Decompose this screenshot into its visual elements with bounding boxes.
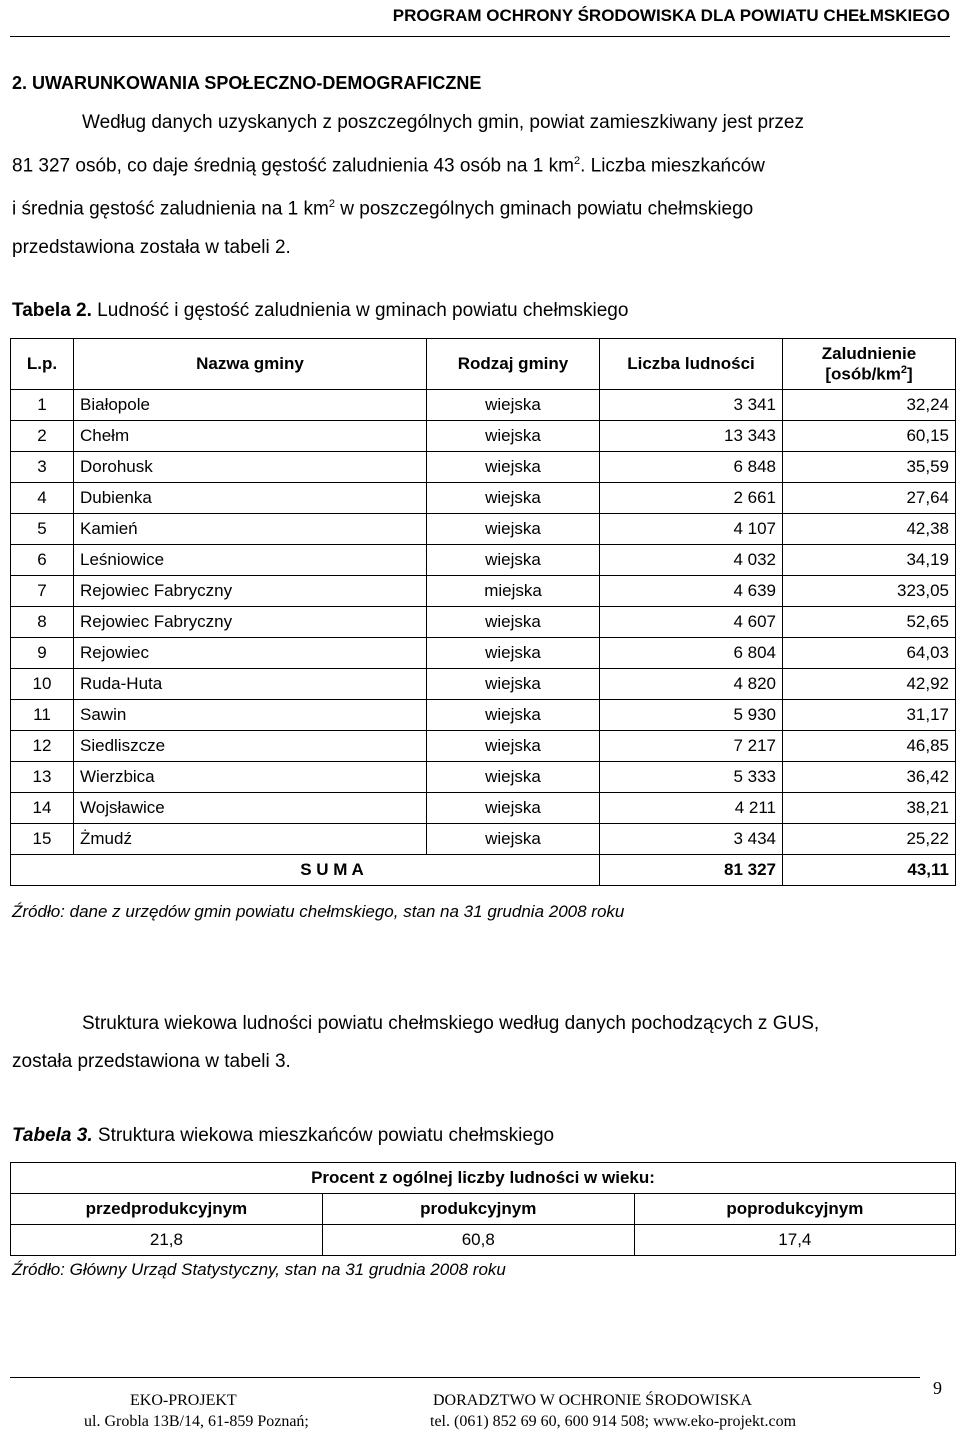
table3-col-2: poprodukcyjnym [634, 1194, 955, 1225]
footer-address: ul. Grobla 13B/14, 61-859 Poznań; [84, 1413, 309, 1430]
cell-type: miejska [427, 576, 600, 607]
table-row [11, 576, 956, 607]
cell-density: 46,85 [783, 731, 956, 762]
footer-service: DORADZTWO W OCHRONIE ŚRODOWISKA [433, 1392, 752, 1409]
sum-density: 43,11 [783, 855, 956, 886]
table-row [11, 700, 956, 731]
section-title: 2. UWARUNKOWANIA SPOŁECZNO-DEMOGRAFICZNE [12, 73, 482, 93]
cell-name: Rejowiec Fabryczny [74, 607, 427, 638]
cell-name: Ruda-Huta [74, 669, 427, 700]
table-row [11, 483, 956, 514]
table3-value-1: 60,8 [322, 1225, 634, 1256]
cell-density: 323,05 [783, 576, 956, 607]
table3-caption: Tabela 3. Struktura wiekowa mieszkańców powiatu chełmskiego [12, 1125, 555, 1146]
cell-type: wiejska [427, 421, 600, 452]
table2-caption: Tabela 2. Ludność i gęstość zaludnienia w gminach powiatu chełmskiego [12, 300, 629, 321]
para2-line1: Struktura wiekowa ludności powiatu chełmskiego według danych pochodzących z GUS, [82, 1013, 820, 1034]
cell-type: wiejska [427, 824, 600, 855]
cell-population: 4 032 [600, 545, 783, 576]
cell-population: 7 217 [600, 731, 783, 762]
cell-population: 3 434 [600, 824, 783, 855]
cell-lp: 11 [11, 700, 74, 731]
cell-density: 52,65 [783, 607, 956, 638]
cell-lp: 6 [11, 545, 74, 576]
header-density: Zaludnienie $[osób/km^2]$ [783, 339, 956, 390]
table3-col-0: przedprodukcyjnym [11, 1194, 323, 1225]
table3-source: Źródło: Główny Urząd Statystyczny, stan na 31 grudnia 2008 roku [12, 1260, 506, 1279]
cell-type: wiejska [427, 545, 600, 576]
cell-lp: 9 [11, 638, 74, 669]
cell-population: 5 333 [600, 762, 783, 793]
cell-density: 42,38 [783, 514, 956, 545]
table3-col-1: produkcyjnym [322, 1194, 634, 1225]
para2-line2: została przedstawiona w tabeli 3. [12, 1051, 291, 1072]
table-row [11, 731, 956, 762]
table3-value-2: 17,4 [634, 1225, 955, 1256]
header-type: Rodzaj gminy [427, 339, 600, 390]
table-row [11, 421, 956, 452]
table3-header-main: Procent z ogólnej liczby ludności w wieku: [11, 1163, 956, 1194]
cell-lp: 12 [11, 731, 74, 762]
footer-company: EKO-PROJEKT [130, 1392, 237, 1409]
cell-population: 2 661 [600, 483, 783, 514]
cell-name: Wojsławice [74, 793, 427, 824]
cell-type: wiejska [427, 452, 600, 483]
cell-type: wiejska [427, 638, 600, 669]
cell-density: 25,22 [783, 824, 956, 855]
cell-lp: 1 [11, 390, 74, 421]
table-row [11, 545, 956, 576]
header-lp: L.p. [11, 339, 74, 390]
sum-population: 81 327 [600, 855, 783, 886]
para1-line2: 81 327 osób, co daje średnią gęstość zaludnienia 43 osób na 1 $km^2$. Liczba mieszkańców [12, 155, 765, 177]
cell-density: 64,03 [783, 638, 956, 669]
cell-name: Chełm [74, 421, 427, 452]
cell-density: 32,24 [783, 390, 956, 421]
cell-lp: 13 [11, 762, 74, 793]
cell-type: wiejska [427, 390, 600, 421]
table-row [11, 824, 956, 855]
cell-name: Kamień [74, 514, 427, 545]
table-row [11, 669, 956, 700]
cell-lp: 15 [11, 824, 74, 855]
cell-lp: 7 [11, 576, 74, 607]
cell-density: 36,42 [783, 762, 956, 793]
sum-row [11, 855, 956, 886]
table-row [11, 793, 956, 824]
header-name: Nazwa gminy [74, 339, 427, 390]
cell-population: 4 607 [600, 607, 783, 638]
cell-lp: 10 [11, 669, 74, 700]
cell-name: Żmudź [74, 824, 427, 855]
cell-population: 5 930 [600, 700, 783, 731]
cell-name: Leśniowice [74, 545, 427, 576]
table2-source: Źródło: dane z urzędów gmin powiatu chełmskiego, stan na 31 grudnia 2008 roku [12, 902, 625, 921]
cell-name: Dorohusk [74, 452, 427, 483]
age-structure-table [10, 1162, 956, 1256]
cell-population: 4 107 [600, 514, 783, 545]
page-number: 9 [933, 1378, 942, 1398]
cell-lp: 14 [11, 793, 74, 824]
cell-name: Sawin [74, 700, 427, 731]
cell-population: 4 820 [600, 669, 783, 700]
table3-value-row [11, 1225, 956, 1256]
cell-density: 42,92 [783, 669, 956, 700]
cell-density: 60,15 [783, 421, 956, 452]
cell-density: 27,64 [783, 483, 956, 514]
cell-type: wiejska [427, 607, 600, 638]
cell-lp: 3 [11, 452, 74, 483]
table-row [11, 390, 956, 421]
header-population: Liczba ludności [600, 339, 783, 390]
paragraph-2 [12, 1005, 945, 1081]
footer-contact: tel. (061) 852 69 60, 600 914 508; www.eko-projekt.com [430, 1413, 797, 1430]
table-row [11, 762, 956, 793]
cell-population: 6 804 [600, 638, 783, 669]
table-row [11, 638, 956, 669]
para1-line1: Według danych uzyskanych z poszczególnych gmin, powiat zamieszkiwany jest przez [82, 112, 804, 133]
cell-lp: 8 [11, 607, 74, 638]
table-row [11, 607, 956, 638]
cell-density: 31,17 [783, 700, 956, 731]
cell-type: wiejska [427, 700, 600, 731]
cell-population: 4 639 [600, 576, 783, 607]
cell-population: 3 341 [600, 390, 783, 421]
cell-density: 38,21 [783, 793, 956, 824]
population-table [10, 338, 956, 886]
cell-population: 4 211 [600, 793, 783, 824]
cell-name: Wierzbica [74, 762, 427, 793]
cell-name: Rejowiec [74, 638, 427, 669]
page-header: PROGRAM OCHRONY ŚRODOWISKA DLA POWIATU CHEŁMSKIEGO [392, 6, 950, 25]
cell-lp: 2 [11, 421, 74, 452]
table-row [11, 452, 956, 483]
table-header-row [11, 339, 956, 390]
cell-lp: 4 [11, 483, 74, 514]
cell-type: wiejska [427, 483, 600, 514]
cell-type: wiejska [427, 731, 600, 762]
paragraph-1 [12, 104, 945, 267]
header-divider [10, 36, 950, 37]
table3-header-row [11, 1194, 956, 1225]
table3-value-0: 21,8 [11, 1225, 323, 1256]
cell-population: 6 848 [600, 452, 783, 483]
table-row [11, 514, 956, 545]
table3-header-main-row [11, 1163, 956, 1194]
cell-name: Dubienka [74, 483, 427, 514]
cell-density: 35,59 [783, 452, 956, 483]
cell-type: wiejska [427, 514, 600, 545]
cell-type: wiejska [427, 762, 600, 793]
sum-label: S U M A [11, 855, 600, 886]
cell-type: wiejska [427, 793, 600, 824]
para1-line4: przedstawiona została w tabeli 2. [12, 236, 291, 258]
footer-divider [10, 1377, 920, 1378]
cell-lp: 5 [11, 514, 74, 545]
cell-name: Rejowiec Fabryczny [74, 576, 427, 607]
cell-density: 34,19 [783, 545, 956, 576]
cell-type: wiejska [427, 669, 600, 700]
cell-name: Siedliszcze [74, 731, 427, 762]
cell-name: Białopole [74, 390, 427, 421]
para1-line3: i średnia gęstość zaludnienia na 1 $km^2$ w poszczególnych gminach powiatu chełmskiego [12, 198, 754, 220]
cell-population: 13 343 [600, 421, 783, 452]
